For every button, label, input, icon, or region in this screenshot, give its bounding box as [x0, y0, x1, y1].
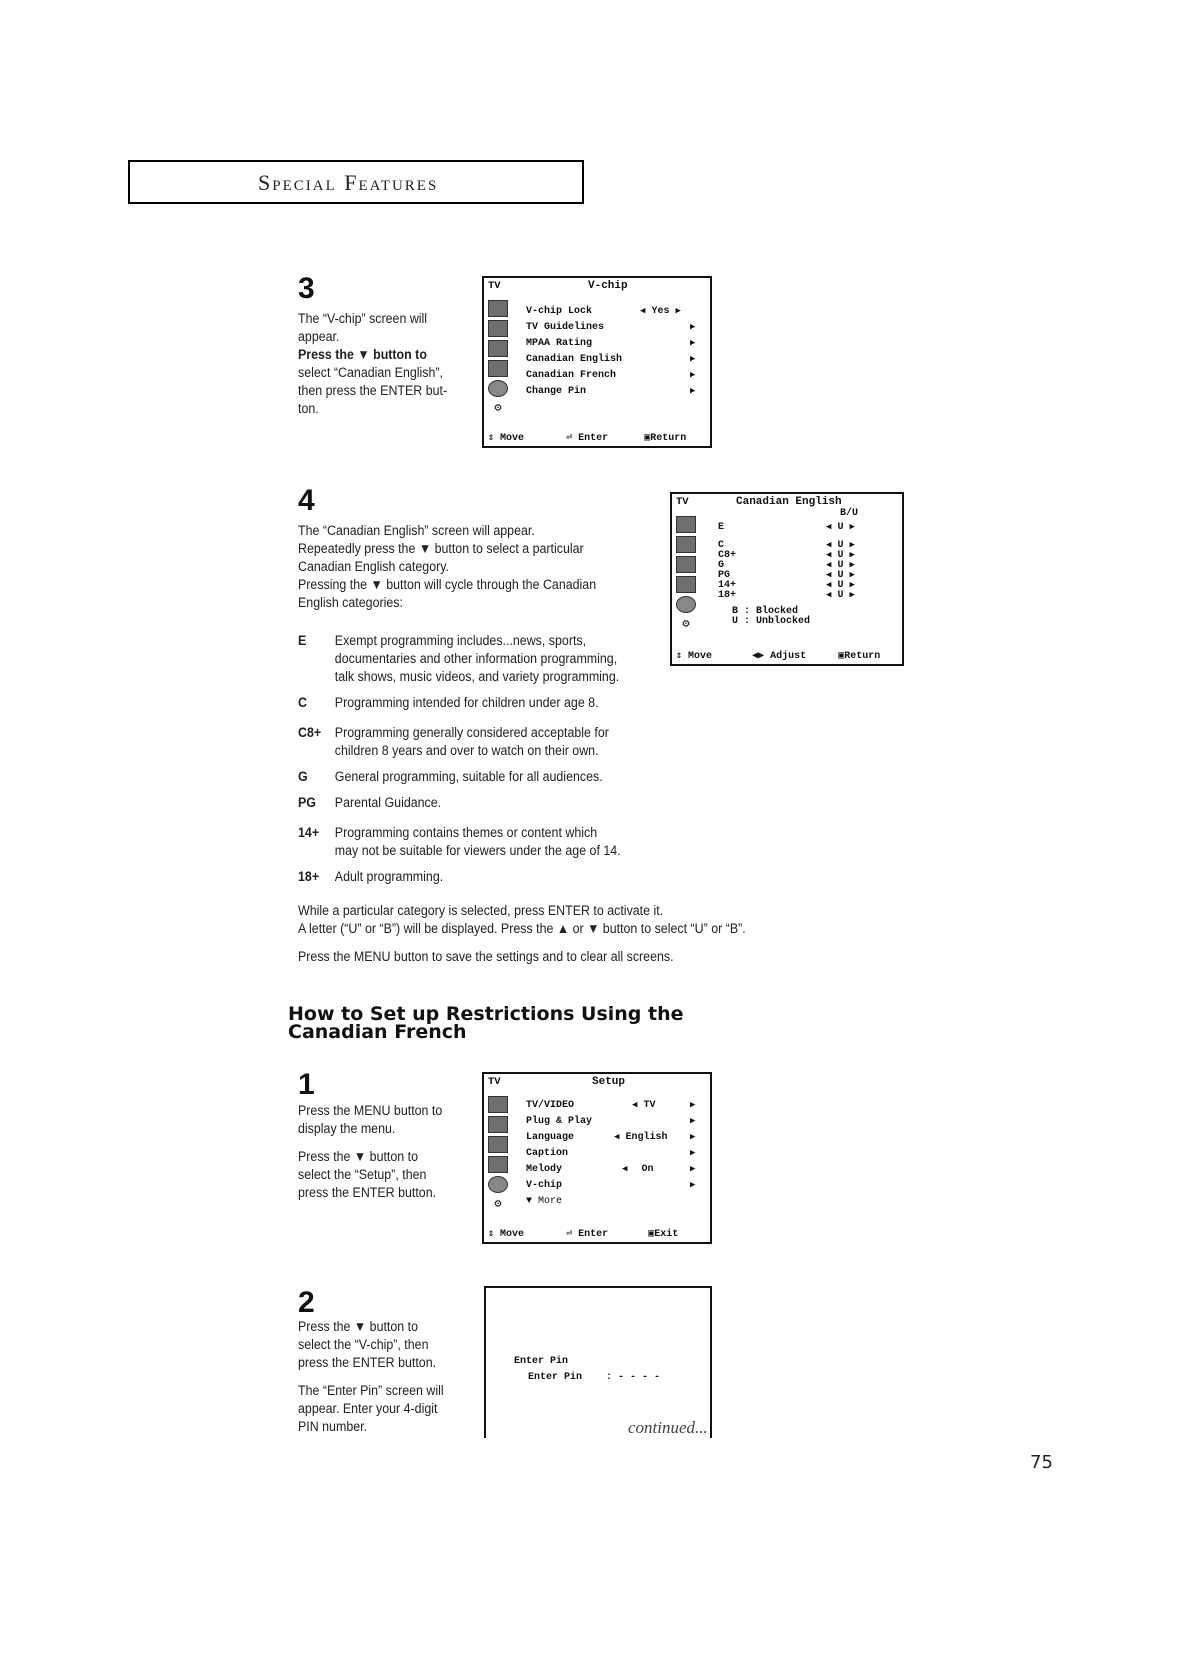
- osd-row-label: Canadian English: [526, 354, 623, 365]
- right-arrow-icon: [690, 1164, 695, 1175]
- step-1-line-4: select the “Setup”, then: [298, 1167, 427, 1182]
- function-icon: ⚙: [494, 1197, 502, 1211]
- after-line-2: A letter (“U” or “B”) will be displayed. Press the ▲ or ▼ button to select “U” or “B”.: [298, 921, 746, 936]
- right-arrow-icon: [690, 386, 695, 397]
- osd-legend-unblocked: U : Unblocked: [732, 616, 811, 627]
- left-arrow-icon: [632, 1100, 637, 1111]
- right-arrow-icon: [690, 1132, 695, 1143]
- step-3-line-3: Press the ▼ button to: [298, 347, 427, 362]
- step-1-line-2: display the menu.: [298, 1121, 396, 1136]
- osd-row-label: V-chip Lock: [526, 306, 593, 317]
- right-arrow-icon: [690, 338, 695, 349]
- section-heading-line-2: Canadian French: [288, 1021, 467, 1043]
- footer-enter: Enter: [578, 1229, 609, 1240]
- channel-icon: [488, 1136, 508, 1153]
- osd-cat-pg[interactable]: PG: [718, 570, 731, 581]
- setup-screen: [482, 1072, 712, 1244]
- exit-icon: ▣: [648, 1229, 655, 1240]
- sound-icon: [488, 320, 508, 337]
- step-2-line-6: PIN number.: [298, 1419, 368, 1434]
- category-desc: Exempt programming includes...news, sports,: [334, 633, 587, 648]
- footer-return: Return: [650, 433, 687, 444]
- osd-row-value: Yes: [651, 306, 670, 317]
- step-1-line-1: Press the MENU button to: [298, 1103, 443, 1118]
- picture-icon: [488, 300, 508, 317]
- step-3-line-6: ton.: [298, 401, 319, 416]
- category-pg: [298, 794, 648, 820]
- value: U: [837, 590, 844, 601]
- function-icon: ⚙: [682, 617, 690, 631]
- value: U: [837, 540, 844, 551]
- osd-tv-label: TV: [676, 496, 689, 508]
- step-2-line-3: press the ENTER button.: [298, 1355, 437, 1370]
- after-line-1: While a particular category is selected, press ENTER to activate it.: [298, 903, 664, 918]
- osd-cat-c8[interactable]: C8+: [718, 550, 737, 561]
- value: U: [837, 580, 844, 591]
- category-code: E: [298, 633, 307, 648]
- picture-icon: [488, 1096, 508, 1113]
- right-arrow-icon: [690, 1116, 695, 1127]
- osd-cat-14[interactable]: 14+: [718, 580, 737, 591]
- category-code: C: [298, 695, 307, 710]
- footer-enter: Enter: [578, 433, 609, 444]
- step-3-line-4: select “Canadian English”,: [298, 365, 443, 380]
- page-number: 75: [1030, 1452, 1053, 1473]
- return-icon: ▣: [644, 433, 651, 444]
- osd-cat-e[interactable]: E: [718, 522, 725, 533]
- category-e: [298, 632, 648, 686]
- osd-row-plug-play[interactable]: Plug & Play: [526, 1116, 593, 1127]
- channel-icon: [676, 556, 696, 573]
- header-title: Special Features: [258, 170, 439, 195]
- move-icon: ⇕: [488, 1229, 495, 1240]
- osd-row-label: MPAA Rating: [526, 338, 593, 349]
- right-arrow-icon: [849, 590, 854, 601]
- category-desc: documentaries and other information programming,: [334, 651, 618, 666]
- osd-icon-column: [488, 300, 508, 420]
- category-list: [298, 632, 648, 894]
- step-1-number: 1: [298, 1068, 315, 1101]
- osd-row-change-pin[interactable]: [526, 386, 586, 397]
- category-desc: Programming intended for children under age 8.: [334, 695, 599, 710]
- left-arrow-icon: [826, 590, 831, 601]
- value: U: [837, 560, 844, 571]
- category-desc: Programming generally considered acceptable for: [334, 725, 609, 740]
- function-icon: ⚙: [494, 401, 502, 415]
- enter-icon: ⏎: [566, 433, 573, 444]
- step-1-line-5: press the ENTER button.: [298, 1185, 437, 1200]
- value: U: [837, 570, 844, 581]
- osd-row-value: [614, 1132, 667, 1143]
- osd-cat-18[interactable]: 18+: [718, 590, 737, 601]
- osd-row-tv-guidelines[interactable]: [526, 322, 604, 333]
- left-arrow-icon: [622, 1164, 627, 1175]
- category-code: 18+: [298, 869, 320, 884]
- step-4-line-1: The “Canadian English” screen will appear.: [298, 523, 535, 538]
- osd-row-melody[interactable]: Melody: [526, 1164, 563, 1175]
- category-desc: talk shows, music videos, and variety programming.: [334, 669, 620, 684]
- right-arrow-icon: [690, 1180, 695, 1191]
- osd-title: Canadian English: [736, 496, 842, 508]
- right-arrow-icon: [690, 354, 695, 365]
- footer-adjust: Adjust: [770, 651, 807, 662]
- section-heading-line-1: How to Set up Restrictions Using the: [288, 1003, 684, 1025]
- osd-row-label: TV Guidelines: [526, 322, 605, 333]
- value: On: [641, 1164, 654, 1175]
- section-heading: [288, 1005, 684, 1041]
- footer-move: Move: [688, 651, 713, 662]
- step-2-number: 2: [298, 1286, 315, 1319]
- right-arrow-icon: [690, 1100, 695, 1111]
- osd-row-canadian-french[interactable]: [526, 370, 616, 381]
- step-2-line-5: appear. Enter your 4-digit: [298, 1401, 438, 1416]
- after-line-3: Press the MENU button to save the settings and to clear all screens.: [298, 949, 674, 964]
- osd-footer: [676, 650, 898, 662]
- step-3-line-5: then press the ENTER but-: [298, 383, 448, 398]
- category-14: [298, 824, 648, 864]
- value: U: [837, 522, 844, 533]
- sound-icon: [676, 536, 696, 553]
- category-desc: Programming contains themes or content which: [334, 825, 598, 840]
- footer-exit: Exit: [654, 1229, 679, 1240]
- step-3-line-1: The “V-chip” screen will: [298, 311, 428, 326]
- pin-input[interactable]: : - - - -: [606, 1372, 661, 1383]
- step-4-line-3: Canadian English category.: [298, 559, 449, 574]
- right-arrow-icon: [849, 522, 854, 533]
- osd-row-tv-video[interactable]: TV/VIDEO: [526, 1100, 575, 1111]
- move-icon: ⇕: [676, 651, 683, 662]
- category-c8: [298, 724, 648, 764]
- adjust-icon: ◀▶: [752, 651, 765, 662]
- step-2-line-1: Press the ▼ button to: [298, 1319, 419, 1334]
- osd-row-language[interactable]: Language: [526, 1132, 575, 1143]
- osd-cat-c[interactable]: C: [718, 540, 725, 551]
- osd-footer: [488, 432, 706, 444]
- osd-icon-column: [676, 516, 696, 636]
- category-desc: Adult programming.: [334, 869, 444, 884]
- footer-return: Return: [844, 651, 881, 662]
- step-4-line-4: Pressing the ▼ button will cycle through the Canadian: [298, 577, 597, 592]
- setup-icon: [488, 1156, 508, 1173]
- footer-move: Move: [500, 433, 525, 444]
- osd-footer: [488, 1228, 706, 1240]
- osd-row-mpaa[interactable]: [526, 338, 592, 349]
- footer-move: Move: [500, 1229, 525, 1240]
- osd-row-vchip-lock[interactable]: [526, 306, 592, 317]
- step-1-text: [298, 1102, 442, 1202]
- category-code: G: [298, 769, 308, 784]
- channel-icon: [488, 340, 508, 357]
- category-c: [298, 694, 648, 720]
- right-arrow-icon: [690, 370, 695, 381]
- left-arrow-icon: [640, 306, 645, 317]
- category-desc: children 8 years and over to watch on their own.: [334, 743, 599, 758]
- osd-row-value: [632, 1100, 655, 1111]
- osd-title: Setup: [592, 1076, 626, 1088]
- enter-icon: ⏎: [566, 1229, 573, 1240]
- osd-row-caption[interactable]: Caption: [526, 1148, 569, 1159]
- osd-cat-value: [826, 522, 855, 533]
- osd-row-canadian-english[interactable]: [526, 354, 622, 365]
- category-desc: General programming, suitable for all audiences.: [334, 769, 603, 784]
- osd-row-vchip-lock-value: [640, 306, 681, 317]
- osd-row-label: Change Pin: [526, 386, 587, 397]
- canadian-english-screen: [670, 492, 904, 666]
- osd-title: V-chip: [588, 280, 628, 292]
- osd-cat-g[interactable]: G: [718, 560, 725, 571]
- clock-icon: [488, 1176, 508, 1193]
- category-desc: Parental Guidance.: [334, 795, 442, 810]
- category-g: [298, 768, 648, 794]
- value: English: [625, 1132, 668, 1143]
- clock-icon: [488, 380, 508, 397]
- osd-icon-column: [488, 1096, 508, 1216]
- vchip-screen: [482, 276, 712, 448]
- clock-icon: [676, 596, 696, 613]
- picture-icon: [676, 516, 696, 533]
- category-code: PG: [298, 795, 316, 810]
- osd-tv-label: TV: [488, 280, 501, 292]
- return-icon: ▣: [838, 651, 845, 662]
- continued-label: continued...: [628, 1418, 708, 1437]
- step-2-line-2: select the “V-chip”, then: [298, 1337, 429, 1352]
- step-2-line-4: The “Enter Pin” screen will: [298, 1383, 444, 1398]
- category-18: [298, 868, 648, 894]
- step-3-number: 3: [298, 272, 315, 305]
- step-4-line-5: English categories:: [298, 595, 403, 610]
- right-arrow-icon: [675, 306, 680, 317]
- osd-row-value: [622, 1164, 653, 1175]
- step-3-text: [298, 310, 447, 418]
- right-arrow-icon: [690, 322, 695, 333]
- step-4-number: 4: [298, 484, 315, 517]
- setup-icon: [488, 360, 508, 377]
- osd-row-label: Canadian French: [526, 370, 617, 381]
- osd-tv-label: TV: [488, 1076, 501, 1088]
- step-4-line-2: Repeatedly press the ▼ button to select a particular: [298, 541, 584, 556]
- osd-row-vchip[interactable]: V-chip: [526, 1180, 563, 1191]
- step-4-intro: [298, 522, 596, 612]
- osd-legend-blocked: B : Blocked: [732, 606, 799, 617]
- pin-field-label: Enter Pin: [528, 1372, 583, 1383]
- right-arrow-icon: [690, 1148, 695, 1159]
- setup-icon: [676, 576, 696, 593]
- move-icon: ⇕: [488, 433, 495, 444]
- step-4-after-text: [298, 902, 746, 966]
- osd-row-more[interactable]: ▼ More: [526, 1196, 563, 1207]
- value: U: [837, 550, 844, 561]
- enter-pin-screen: [484, 1286, 712, 1438]
- osd-cat-value: [826, 590, 855, 601]
- step-2-text: [298, 1318, 444, 1436]
- left-arrow-icon: [826, 522, 831, 533]
- value: TV: [643, 1100, 656, 1111]
- sound-icon: [488, 1116, 508, 1133]
- step-1-line-3: Press the ▼ button to: [298, 1149, 419, 1164]
- category-desc: may not be suitable for viewers under the age of 14.: [334, 843, 621, 858]
- osd-col-header: B/U: [840, 508, 859, 519]
- category-code: 14+: [298, 825, 320, 840]
- step-3-line-2: appear.: [298, 329, 340, 344]
- left-arrow-icon: [614, 1132, 619, 1143]
- category-code: C8+: [298, 725, 322, 740]
- pin-heading: Enter Pin: [514, 1356, 569, 1367]
